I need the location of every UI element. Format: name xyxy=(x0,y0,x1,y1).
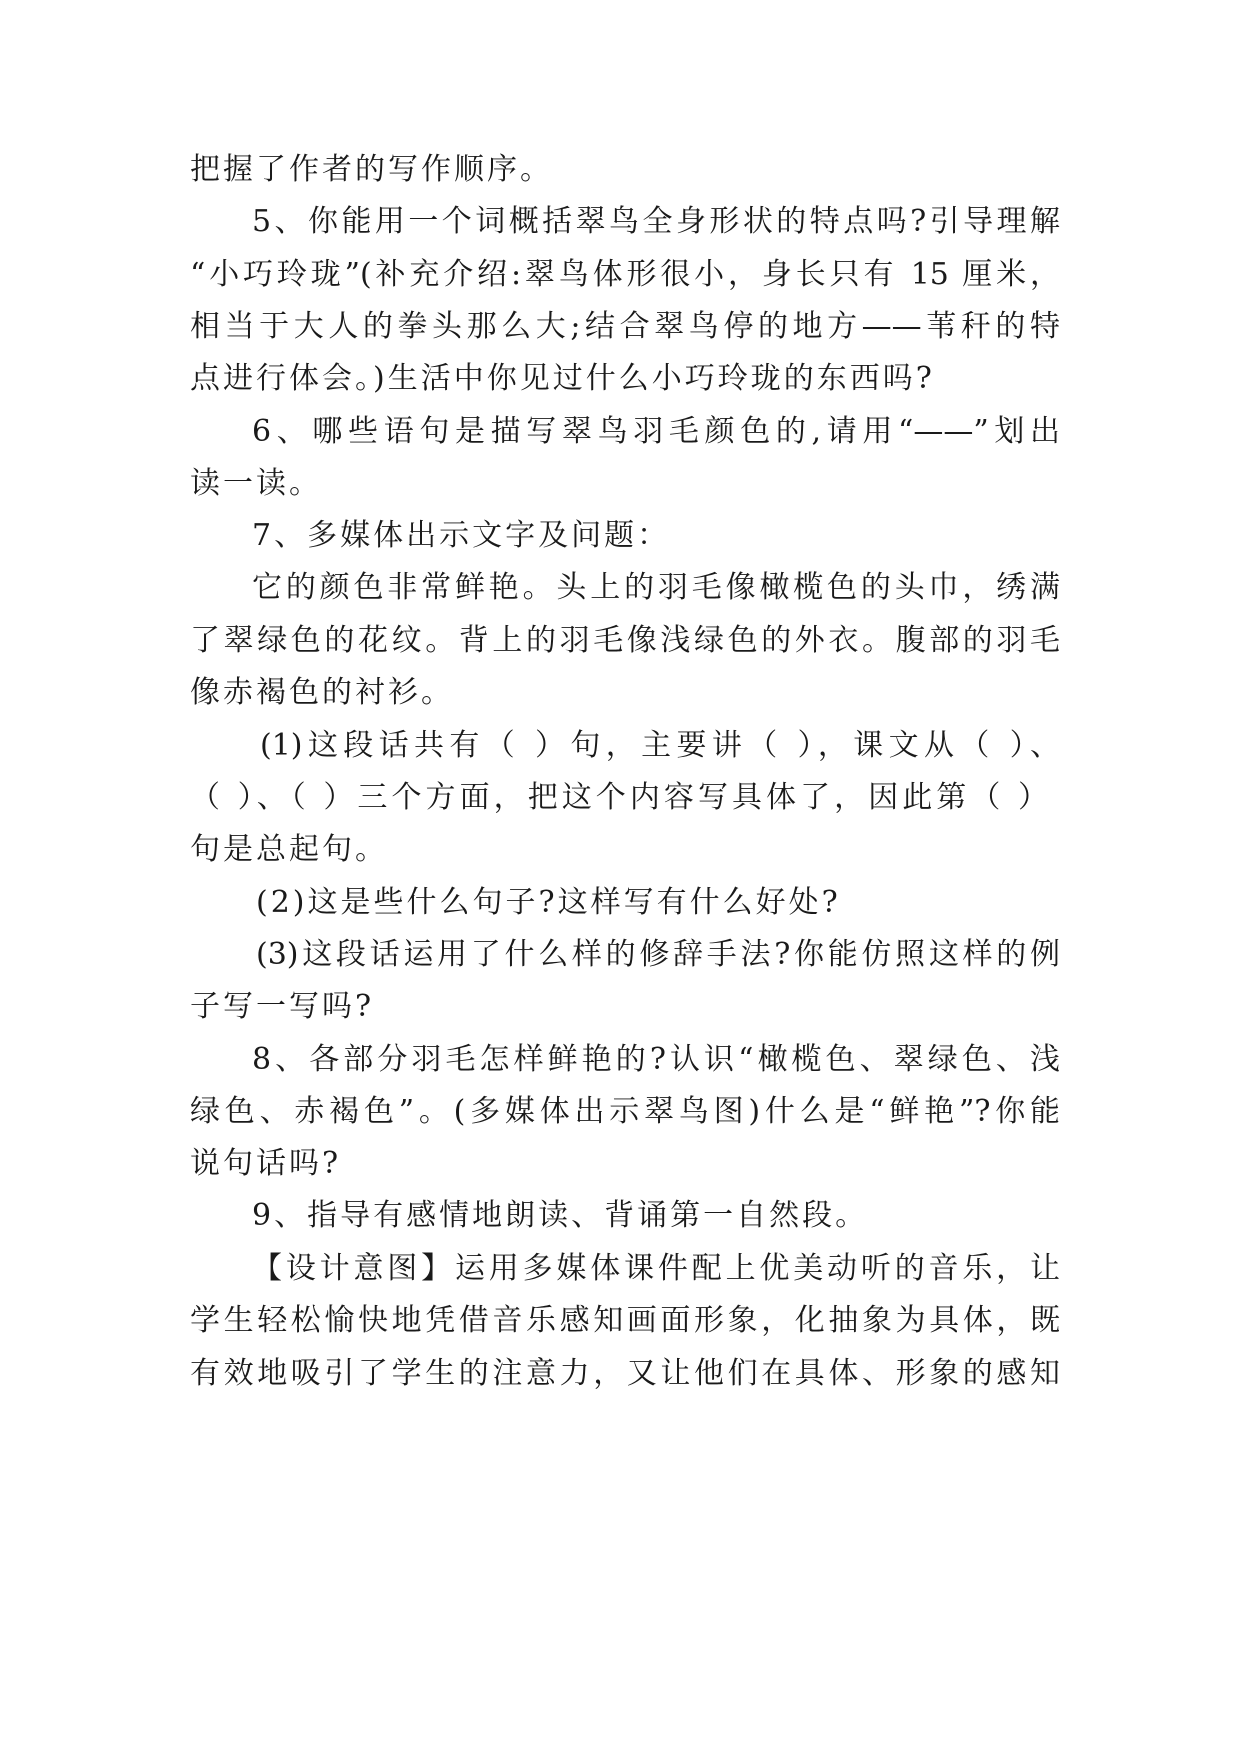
text-line: 子写一写吗? xyxy=(190,989,375,1024)
text-line: 绿色、赤褐色”。(多媒体出示翠鸟图)什么是“鲜艳”?你能 xyxy=(190,1094,1060,1129)
text-line: 说句话吗? xyxy=(190,1146,342,1181)
text-line: 把握了作者的写作顺序。 xyxy=(190,152,553,187)
text-line: 【设计意图】运用多媒体课件配上优美动听的音乐，让 xyxy=(252,1251,1060,1286)
text-line: 7、多媒体出示文字及问题： xyxy=(252,518,671,553)
text-line: 学生轻松愉快地凭借音乐感知画面形象，化抽象为具体，既 xyxy=(190,1303,1060,1338)
text-line: 相当于大人的拳头那么大;结合翠鸟停的地方——苇秆的特 xyxy=(190,309,1060,344)
text-line: 5、你能用一个词概括翠鸟全身形状的特点吗?引导理解 xyxy=(252,204,1060,239)
text-line: 有效地吸引了学生的注意力，又让他们在具体、形象的感知 xyxy=(190,1356,1060,1391)
text-line: 句是总起句。 xyxy=(190,832,388,867)
text-line: 点进行体会。)生活中你见过什么小巧玲珑的东西吗? xyxy=(190,361,935,396)
text-line: 读一读。 xyxy=(190,466,322,501)
text-line: 像赤褐色的衬衫。 xyxy=(190,675,454,710)
text-line: 了翠绿色的花纹。背上的羽毛像浅绿色的外衣。腹部的羽毛 xyxy=(190,623,1060,658)
text-line: 8、各部分羽毛怎样鲜艳的?认识“橄榄色、翠绿色、浅 xyxy=(252,1042,1060,1077)
text-line: “小巧玲珑”(补充介绍:翠鸟体形很小，身长只有 15 厘米， xyxy=(190,257,1060,292)
text-line: 9、指导有感情地朗读、背诵第一自然段。 xyxy=(252,1198,869,1233)
text-line: (1)这段话共有（ ）句，主要讲（ ），课文从（ ）、 xyxy=(260,728,1060,763)
text-line: （ ）、（ ）三个方面，把这个内容写具体了，因此第（ ） xyxy=(190,780,1048,815)
text-line: 它的颜色非常鲜艳。头上的羽毛像橄榄色的头巾，绣满 xyxy=(252,570,1060,605)
text-line: (3)这段话运用了什么样的修辞手法?你能仿照这样的例 xyxy=(256,937,1060,972)
text-line: (2)这是些什么句子?这样写有什么好处? xyxy=(256,885,841,920)
text-line: 6、哪些语句是描写翠鸟羽毛颜色的,请用“——”划出 xyxy=(252,414,1060,449)
